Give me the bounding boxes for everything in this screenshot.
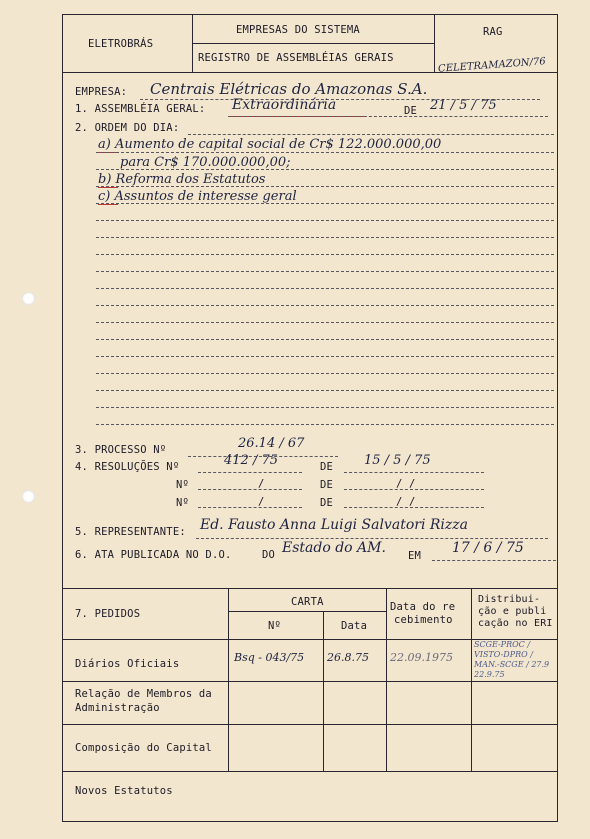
ordem-mark-b — [98, 187, 118, 188]
resolucao-3-number-line — [198, 507, 302, 508]
ordem-line-12 — [96, 339, 554, 340]
ata-value: Estado do AM. — [282, 540, 386, 556]
ordem-line-4 — [96, 203, 554, 204]
resolucao-3-slash: / — [258, 496, 265, 508]
resolucao-2-de: DE — [320, 479, 334, 491]
ordem-line-14 — [96, 373, 554, 374]
processo-label: 3. PROCESSO Nº — [75, 444, 167, 456]
carta-label: CARTA — [291, 596, 324, 608]
representante-line — [196, 538, 548, 539]
recebimento-label-2: cebimento — [394, 614, 453, 626]
row-diarios-carta-no: Bsq - 043/75 — [234, 651, 305, 664]
resolucao-3-de: DE — [320, 497, 334, 509]
table-row-1-bottom — [62, 681, 558, 682]
ordem-item-a-cont: para Cr$ 170.000.000,00; — [120, 155, 291, 170]
assembleia-date: 21 / 5 / 75 — [430, 98, 497, 113]
ordem-line-2 — [96, 169, 554, 170]
resolucao-1-date: 15 / 5 / 75 — [364, 453, 431, 468]
recebimento-label-1: Data do re — [390, 601, 456, 613]
ordem-label: 2. ORDEM DO DIA: — [75, 122, 180, 134]
assembleia-value: Extraordinária — [232, 97, 337, 113]
header-title-1: EMPRESAS DO SISTEMA — [236, 24, 360, 36]
resolucao-2-slash: / — [258, 478, 265, 490]
ata-date-line — [432, 560, 556, 561]
resolucao-2-no-label: Nº — [176, 479, 190, 491]
table-vline-1 — [228, 588, 229, 771]
table-top-line — [62, 588, 558, 589]
carta-data-label: Data — [341, 620, 368, 632]
punch-hole-top — [22, 292, 35, 305]
header-divider-mid — [192, 43, 434, 44]
processo-value: 26.14 / 67 — [238, 436, 305, 451]
ordem-line-3 — [96, 186, 554, 187]
resolucao-2-date: / / — [396, 478, 416, 490]
ata-label: 6. ATA PUBLICADA NO D.O. — [75, 549, 232, 561]
resolucao-3-date-line — [344, 507, 484, 508]
resolucao-2-date-line — [344, 489, 484, 490]
row-diarios-carta-data: 26.8.75 — [327, 651, 369, 664]
ordem-item-b: b) Reforma dos Estatutos — [98, 172, 266, 187]
resolucao-3-no-label: Nº — [176, 497, 190, 509]
ordem-line-9 — [96, 288, 554, 289]
header-vline-1 — [192, 14, 193, 72]
form-code: RAG — [483, 26, 503, 38]
pedidos-label: 7. PEDIDOS — [75, 608, 141, 620]
ordem-mark-c — [98, 204, 118, 205]
representante-label: 5. REPRESENTANTE: — [75, 526, 186, 538]
row-label-relacao: Relação de Membros da Administração — [75, 688, 212, 714]
empresa-value: Centrais Elétricas do Amazonas S.A. — [150, 80, 428, 98]
ordem-line-17 — [96, 424, 554, 425]
ordem-line-10 — [96, 305, 554, 306]
ordem-line-16 — [96, 407, 554, 408]
ordem-line-7 — [96, 254, 554, 255]
ata-do-prefix: DO — [262, 549, 276, 561]
assembleia-label: 1. ASSEMBLÉIA GERAL: — [75, 103, 206, 115]
distrib-label-3: cação no ERI — [478, 618, 553, 629]
ordem-item-c: c) Assuntos de interesse geral — [98, 189, 297, 204]
assembleia-line — [228, 116, 548, 117]
table-vline-4 — [471, 588, 472, 771]
ordem-line-6 — [96, 237, 554, 238]
header-title-2: REGISTRO DE ASSEMBLÉIAS GERAIS — [198, 52, 394, 64]
ordem-line-0 — [188, 134, 554, 135]
resolucao-1-de: DE — [320, 461, 334, 473]
resolucao-2-number-line — [198, 489, 302, 490]
distrib-label-2: ção e publi — [478, 606, 547, 617]
ordem-item-a: a) Aumento de capital social de Cr$ 122.000.000,00 — [98, 137, 442, 152]
representante-value: Ed. Fausto Anna Luigi Salvatori Rizza — [200, 517, 468, 533]
punch-hole-bottom — [22, 490, 35, 503]
ordem-line-11 — [96, 322, 554, 323]
carta-divider — [228, 611, 386, 612]
ata-date: 17 / 6 / 75 — [452, 540, 524, 556]
row-label-diarios: Diários Oficiais — [75, 658, 180, 670]
ata-em-label: EM — [408, 550, 422, 562]
row-label-estatutos: Novos Estatutos — [75, 785, 173, 797]
ordem-line-15 — [96, 390, 554, 391]
table-row-3-bottom — [62, 771, 558, 772]
row-diarios-distrib: SCGE-PROC / VISTO-DPRO / MAN.-SCGE / 27.9 22.9.75 — [474, 640, 550, 679]
table-vline-3 — [386, 588, 387, 771]
row-label-composicao: Composição do Capital — [75, 742, 212, 754]
ordem-line-1 — [96, 152, 554, 153]
resolucao-1-number-line — [198, 472, 302, 473]
assembleia-de-label: DE — [404, 105, 418, 117]
ordem-line-5 — [96, 220, 554, 221]
resolucao-3-date: / / — [396, 496, 416, 508]
distrib-label-1: Distribui- — [478, 594, 541, 605]
ordem-line-8 — [96, 271, 554, 272]
org-name: ELETROBRÁS — [88, 38, 154, 50]
table-row-2-bottom — [62, 724, 558, 725]
empresa-label: EMPRESA: — [75, 86, 128, 98]
resolucao-1-number: 412 / 75 — [224, 453, 278, 468]
stamp-handwritten: CELETRAMAZON/76 — [437, 56, 547, 75]
header-vline-2 — [434, 14, 435, 72]
table-vline-2 — [323, 611, 324, 771]
ordem-line-13 — [96, 356, 554, 357]
resolucoes-label: 4. RESOLUÇÕES Nº — [75, 461, 180, 473]
row-diarios-recebimento: 22.09.1975 — [390, 651, 453, 664]
carta-no-label: Nº — [268, 620, 282, 632]
header-bottom-line — [62, 72, 558, 73]
resolucao-1-date-line — [344, 472, 484, 473]
